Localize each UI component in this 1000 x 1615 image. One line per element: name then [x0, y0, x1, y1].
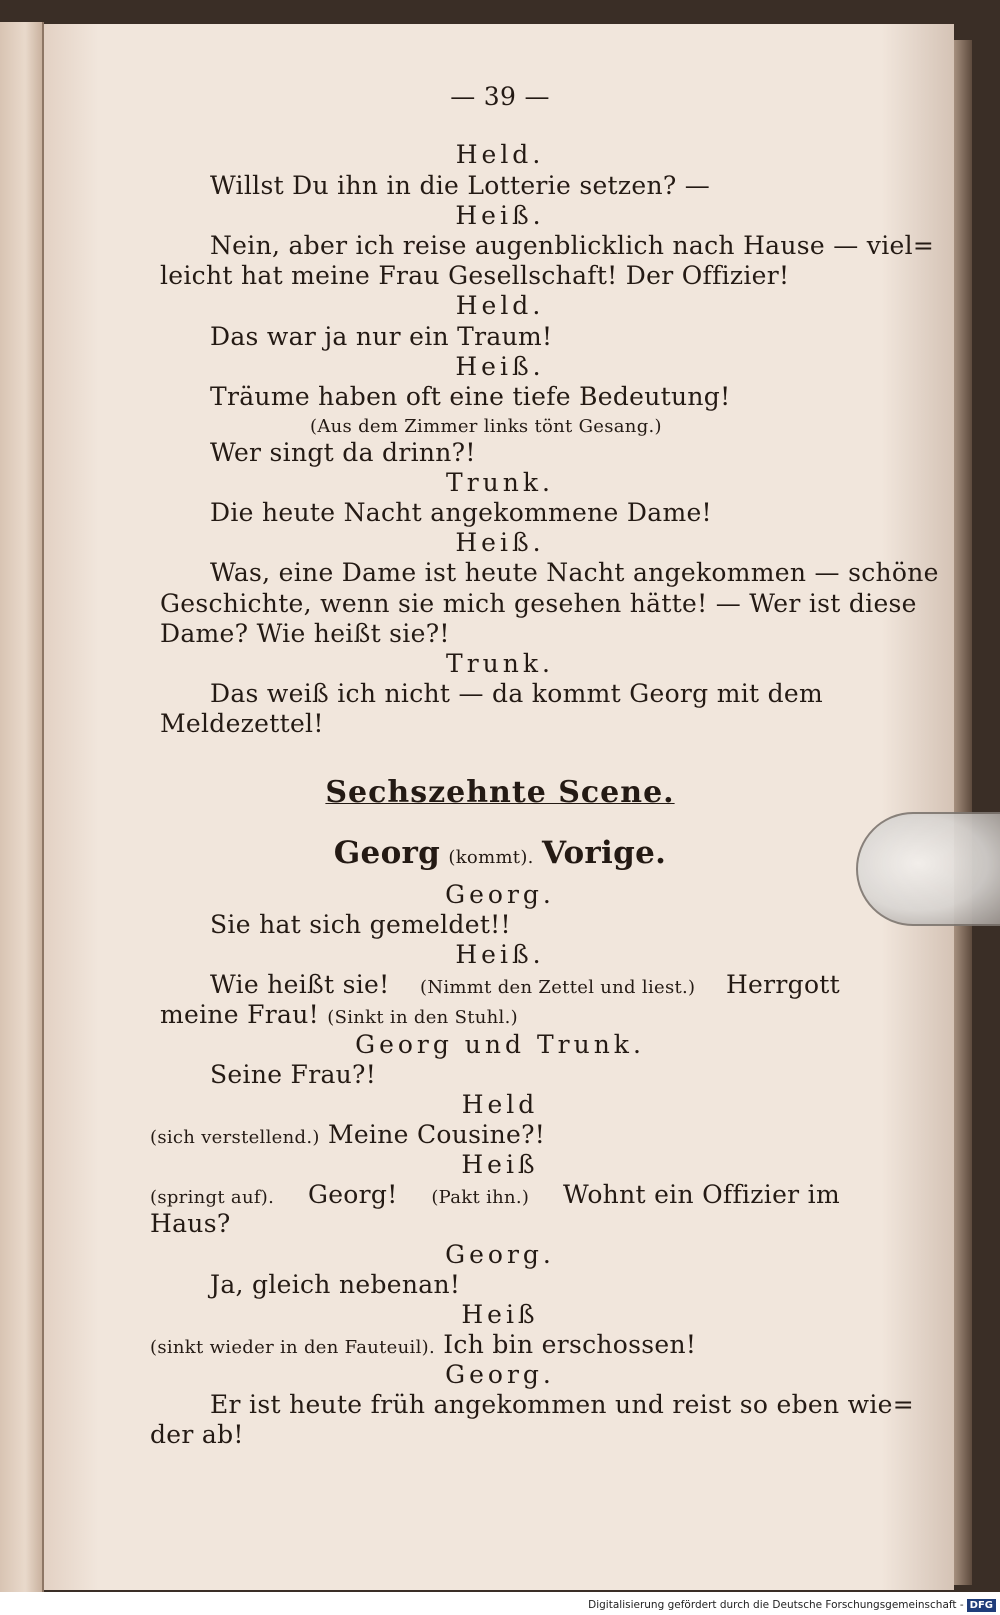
role-georg: Georg [333, 835, 441, 871]
stage-direction: (Pakt ihn.) [431, 1187, 530, 1208]
dialogue-line: Wer singt da drinn?! [210, 438, 476, 467]
dialogue-line: Sie hat sich gemeldet!! [210, 910, 511, 939]
dialogue-line [150, 1330, 696, 1363]
dialogue-line: Dame? Wie heißt sie?! [160, 619, 450, 648]
dialogue-line: Seine Frau?! [210, 1060, 377, 1089]
dialogue-line: Meldezettel! [160, 709, 324, 738]
speaker-held: Held [461, 1090, 539, 1119]
speaker-trunk: Trunk. [446, 649, 554, 678]
dialogue-line [160, 1000, 518, 1033]
dialogue-line: Das war ja nur ein Traum! [210, 322, 553, 351]
speaker-heiss: Heiß [461, 1150, 539, 1179]
dialogue-line: leicht hat meine Frau Gesellschaft! Der Offizier! [160, 261, 790, 290]
dialogue-line: Geschichte, wenn sie mich gesehen hätte! — Wer ist diese [160, 589, 917, 618]
stage-direction: (sich verstellend.) [150, 1127, 320, 1148]
speaker-held: Held. [455, 291, 545, 320]
footer-credit [560, 1597, 996, 1613]
dialogue-line: Ja, gleich nebenan! [210, 1270, 461, 1299]
speaker-trunk: Trunk. [446, 468, 554, 497]
stage-direction: (sinkt wieder in den Fauteuil). [150, 1337, 435, 1358]
stage-direction: (springt auf). [150, 1187, 275, 1208]
dialogue-text: Georg! [307, 1180, 398, 1209]
speaker-georg-trunk: Georg und Trunk. [355, 1030, 645, 1059]
dialogue-text: Herrgott [725, 970, 840, 999]
speaker-heiss: Heiß. [455, 940, 545, 969]
dialogue-line: der ab! [150, 1420, 244, 1449]
scene-title: Sechszehnte Scene. [325, 775, 675, 810]
dialogue-text: Wie heißt sie! [210, 970, 390, 999]
dialogue-line: Er ist heute früh angekommen und reist so eben wie= [210, 1390, 914, 1419]
dialogue-text: meine Frau! [160, 1000, 319, 1029]
dialogue-text: Meine Cousine?! [327, 1120, 546, 1149]
speaker-georg: Georg. [445, 880, 555, 909]
speaker-heiss: Heiß [461, 1300, 539, 1329]
page-number: — 39 — [450, 82, 550, 111]
dialogue-line: Das weiß ich nicht — da kommt Georg mit dem [210, 679, 824, 708]
dialogue-line: Haus? [150, 1209, 231, 1238]
stage-direction: (Sinkt in den Stuhl.) [327, 1007, 518, 1028]
speaker-heiss: Heiß. [455, 528, 545, 557]
stage-direction: (kommt). [448, 847, 534, 868]
role-vorige: Vorige. [541, 835, 667, 871]
dialogue-text: Wohnt ein Offizier im [563, 1180, 840, 1209]
dialogue-line: Die heute Nacht angekommene Dame! [210, 498, 712, 527]
stage-direction: (Nimmt den Zettel und liest.) [420, 977, 696, 998]
speaker-heiss: Heiß. [455, 352, 545, 381]
dialogue-line: Nein, aber ich reise augenblicklich nach Hause — viel= [210, 231, 935, 260]
dialogue-line [210, 970, 840, 1003]
speaker-georg: Georg. [445, 1360, 555, 1389]
dialogue-line [150, 1120, 545, 1153]
speaker-heiss: Heiß. [455, 201, 545, 230]
page-clip [856, 812, 1000, 926]
speaker-georg: Georg. [445, 1240, 555, 1269]
dialogue-line: Willst Du ihn in die Lotterie setzen? — [210, 171, 711, 200]
dialogue-line: Was, eine Dame ist heute Nacht angekommen — schöne [210, 558, 939, 587]
footer-text: Digitalisierung gefördert durch die Deutsche Forschungsgemeinschaft - [588, 1599, 964, 1611]
speaker-held: Held. [455, 140, 545, 169]
dialogue-line [150, 1180, 840, 1213]
dfg-logo: DFG [967, 1599, 996, 1612]
stage-direction: (Aus dem Zimmer links tönt Gesang.) [310, 416, 662, 437]
dialogue-line: Träume haben oft eine tiefe Bedeutung! [210, 382, 731, 411]
scene-roles [50, 835, 950, 873]
dialogue-text: Ich bin erschossen! [443, 1330, 697, 1359]
